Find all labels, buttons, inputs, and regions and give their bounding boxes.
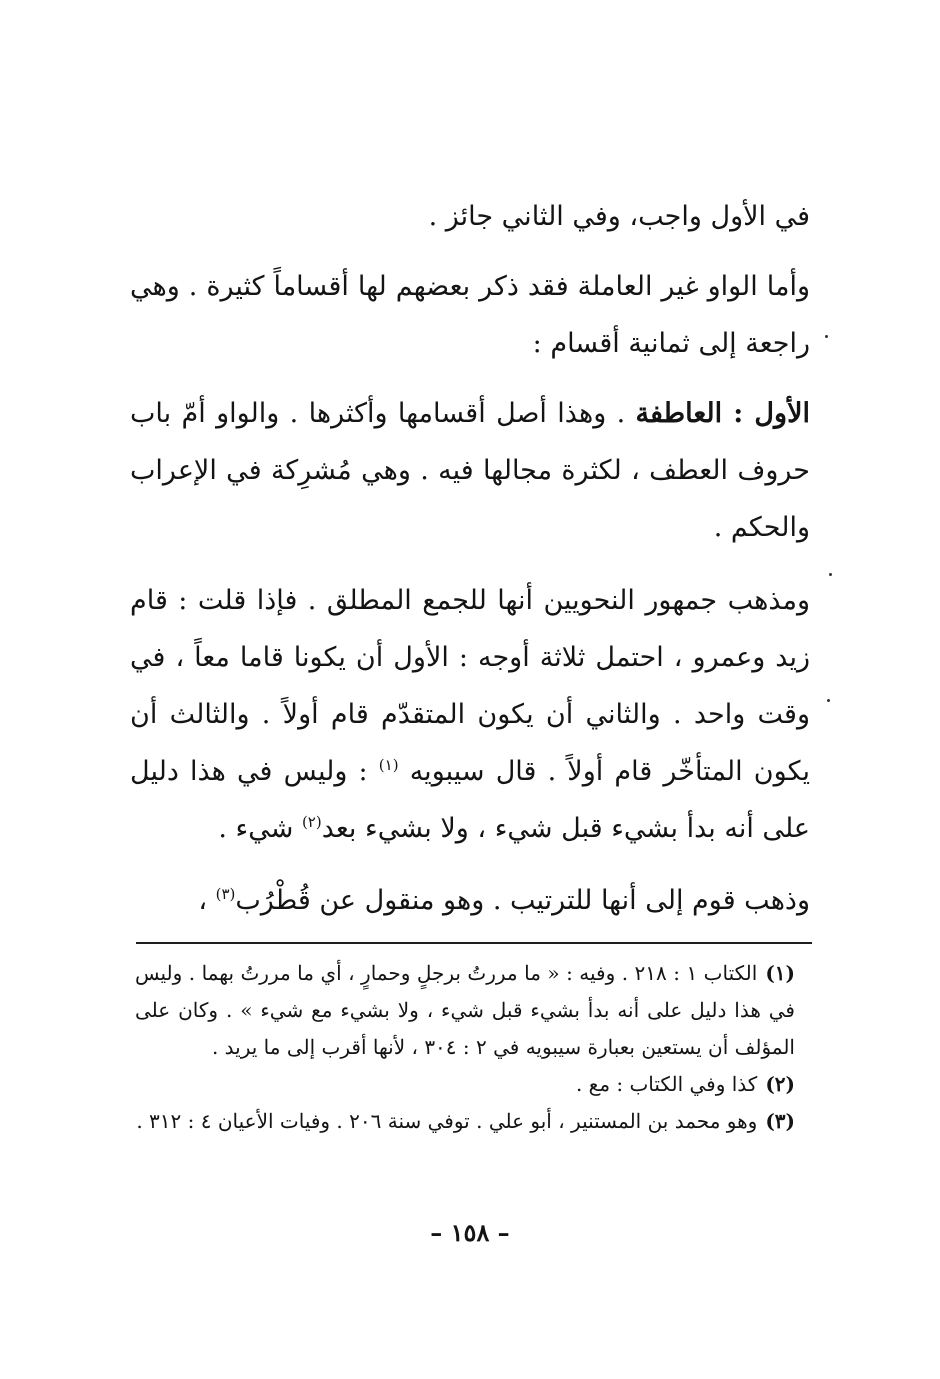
footnote-2-number: (٢) bbox=[765, 1072, 795, 1096]
footnote-2 bbox=[135, 1066, 795, 1103]
footnote-ref-3[interactable]: (٣) bbox=[215, 885, 236, 903]
footnote-separator bbox=[136, 942, 812, 944]
footnote-3-number: (٣) bbox=[765, 1109, 795, 1133]
scan-speck bbox=[825, 335, 828, 338]
footnote-3-text: وهو محمد بن المستنير ، أبو علي . توفي سنة ٢٠٦ . وفيات الأعيان ٤ : ٣١٢ . bbox=[136, 1109, 758, 1133]
paragraph-4-part-b: : وليس في هذا دليل على أنه بدأ بشيء قبل شيء ، ولا بشيء بعد bbox=[130, 756, 810, 844]
scan-speck bbox=[827, 699, 830, 702]
footnote-3 bbox=[135, 1103, 795, 1140]
paragraph-4-part-c: شيء . bbox=[218, 813, 302, 844]
paragraph-3-body: . وهذا أصل أقسامها وأكثرها . والواو أمّ باب حروف العطف ، لكثرة مجالها فيه . وهي مُشرِكة في الإعراب والحكم . bbox=[130, 398, 810, 543]
footnote-ref-1[interactable]: (١) bbox=[378, 756, 399, 774]
footnote-1-text: الكتاب ١ : ٢١٨ . وفيه : « ما مررتُ برجلٍ وحمارٍ ، أي ما مررتُ بهما . وليس في هذا دليل على أنه بدأ بشيء قبل شيء ، ولا بشيء مع شيء » . وكان على المؤلف أن يستعين بعبارة سيبويه في ٢ : ٣٠٤ ، لأنها أقرب إلى ما يريد . bbox=[135, 961, 795, 1059]
paragraph-5-part-b: ، bbox=[198, 885, 216, 916]
paragraph-1-text: في الأول واجب، وفي الثاني جائز . bbox=[428, 201, 810, 232]
paragraph-5 bbox=[130, 872, 810, 929]
paragraph-2 bbox=[130, 258, 810, 372]
footnote-2-text: كذا وفي الكتاب : مع . bbox=[575, 1072, 758, 1096]
paragraph-4-text bbox=[130, 572, 810, 857]
paragraph-4 bbox=[130, 572, 810, 857]
paragraph-3-text bbox=[130, 385, 810, 556]
paragraph-2-text: وأما الواو غير العاملة فقد ذكر بعضهم لها أقساماً كثيرة . وهي راجعة إلى ثمانية أقسام : bbox=[130, 271, 810, 359]
section-heading-first: الأول : العاطفة bbox=[635, 398, 810, 429]
paragraph-4-part-a: ومذهب جمهور النحويين أنها للجمع المطلق . فإذا قلت : قام زيد وعمرو ، احتمل ثلاثة أوجه : الأول أن يكونا قاما معاً ، في وقت واحد . والثاني أن يكون المتقدّم قام أولاً . والثالث أن يكون المتأخّر قام أولاً . قال سيبويه bbox=[130, 585, 810, 787]
page-number: – ١٥٨ – bbox=[430, 1218, 510, 1247]
footnote-1 bbox=[135, 955, 795, 1066]
footnotes-block bbox=[135, 955, 795, 1140]
paragraph-1 bbox=[130, 188, 810, 245]
paragraph-5-part-a: وذهب قوم إلى أنها للترتيب . وهو منقول عن قُطْرُب bbox=[235, 885, 810, 916]
paragraph-3 bbox=[130, 385, 810, 556]
scan-speck bbox=[829, 573, 832, 576]
footnote-1-number: (١) bbox=[765, 961, 796, 985]
footnote-ref-2[interactable]: (٢) bbox=[301, 813, 322, 831]
paragraph-5-text bbox=[130, 872, 810, 929]
